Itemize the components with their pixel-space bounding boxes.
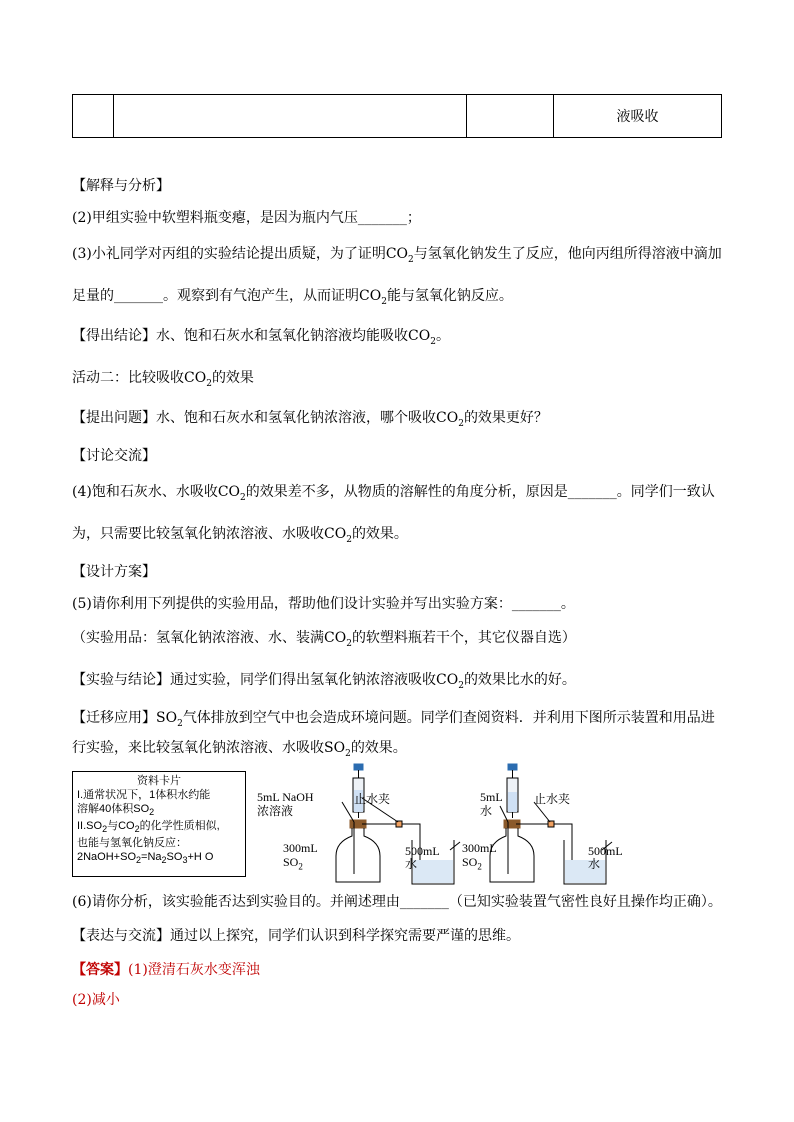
experiment-result: 【实验与结论】通过实验，同学们得出氢氧化钠浓溶液吸收$CO_2$的效果比水的好。 — [72, 672, 576, 691]
label-syringe-b2: 水 — [480, 804, 493, 818]
label-bottle-a: 300mL — [283, 841, 318, 855]
raise-question: 【提出问题】水、饱和石灰水和氢氧化钠浓溶液，哪个吸收$CO_2$的效果更好？ — [72, 410, 548, 429]
label-clamp-b: 止水夹 — [534, 792, 571, 806]
card-line: 也能与氢氧化钠反应： — [77, 837, 187, 850]
question-6: (6)请你分析，该实验能否达到实验目的。并阐述理由_______（已知实验装置气密性良好且操作均正确）。 — [72, 894, 722, 910]
info-card — [72, 771, 246, 877]
answer-table — [72, 94, 722, 138]
question-2: (2)甲组实验中软塑料瓶变瘪，是因为瓶内气压_______； — [72, 210, 421, 226]
question-4: (4)饱和石灰水、水吸收$CO_2$的效果差不多，从物质的溶解性的角度分析，原因是_______。同学们一致认 — [72, 484, 715, 503]
transfer-application-cont: 行实验，来比较氢氧化钠浓溶液、水吸收$SO_2$的效果。 — [72, 740, 407, 759]
label-clamp-a: 止水夹 — [354, 792, 391, 806]
table-cell — [114, 95, 467, 138]
answer-1: 【答案】(1)澄清石灰水变浑浊 — [72, 962, 260, 978]
table-cell: 液吸收 — [554, 95, 722, 138]
section-heading: 【设计方案】 — [72, 564, 156, 580]
question-3: (3)小礼同学对丙组的实验结论提出质疑，为了证明$CO_2$与氢氧化钠发生了反应，他向丙组所得溶液中滴加 — [72, 246, 722, 265]
label-beaker-b2: 水 — [588, 857, 601, 871]
apparatus-a — [336, 764, 460, 884]
card-line: 溶解40体积$SO_2$ — [77, 803, 155, 818]
conclusion: 【得出结论】水、饱和石灰水和氢氧化钠溶液均能吸收$CO_2$。 — [72, 328, 450, 347]
label-beaker-a: 500mL — [405, 844, 440, 858]
activity-2: 活动二：比较吸收$CO_2$的效果 — [72, 370, 254, 389]
label-bottle-b: 300mL — [462, 841, 497, 855]
card-line: I.通常状况下，1体积水约能 — [77, 789, 211, 801]
transfer-application: 【迁移应用】$SO_2$气体排放到空气中也会造成环境问题。同学们查阅资料．并利用下图所示装置和用品进 — [72, 710, 715, 729]
label-syringe-a: 5mL NaOH — [257, 790, 314, 804]
card-title: 资料卡片 — [137, 775, 181, 787]
apparatus-figure — [250, 762, 730, 886]
section-heading: 【解释与分析】 — [72, 178, 170, 194]
table-cell — [467, 95, 554, 138]
answer-2: (2)减小 — [72, 992, 120, 1008]
card-line: $II.SO_2$与$CO_2$的化学性质相似, — [77, 820, 220, 835]
label-bottle-b2: $SO_2$ — [462, 855, 482, 872]
label-bottle-a2: $SO_2$ — [283, 855, 303, 872]
expression-exchange: 【表达与交流】通过以上探究，同学们认识到科学探究需要严谨的思维。 — [72, 928, 520, 944]
materials-note: （实验用品：氢氧化钠浓溶液、水、装满$CO_2$的软塑料瓶若干个，其它仪器自选） — [72, 630, 576, 649]
question-4-cont: 为，只需要比较氢氧化钠浓溶液、水吸收$CO_2$的效果。 — [72, 526, 408, 545]
label-beaker-b: 500mL — [588, 844, 623, 858]
question-5: (5)请你利用下列提供的实验用品，帮助他们设计实验并写出实验方案：_______。 — [72, 596, 575, 612]
label-beaker-a2: 水 — [405, 857, 418, 871]
answer-tag: 【答案】 — [72, 962, 128, 978]
table-cell — [73, 95, 114, 138]
section-heading: 【讨论交流】 — [72, 448, 156, 464]
label-syringe-a2: 浓溶液 — [257, 804, 294, 818]
label-syringe-b: 5mL — [480, 790, 503, 804]
question-3-cont: 足量的_______。观察到有气泡产生，从而证明$CO_2$能与氢氧化钠反应。 — [72, 288, 513, 307]
card-line: $2NaOH+SO_2=Na_2SO_3+H$ O — [77, 851, 214, 866]
